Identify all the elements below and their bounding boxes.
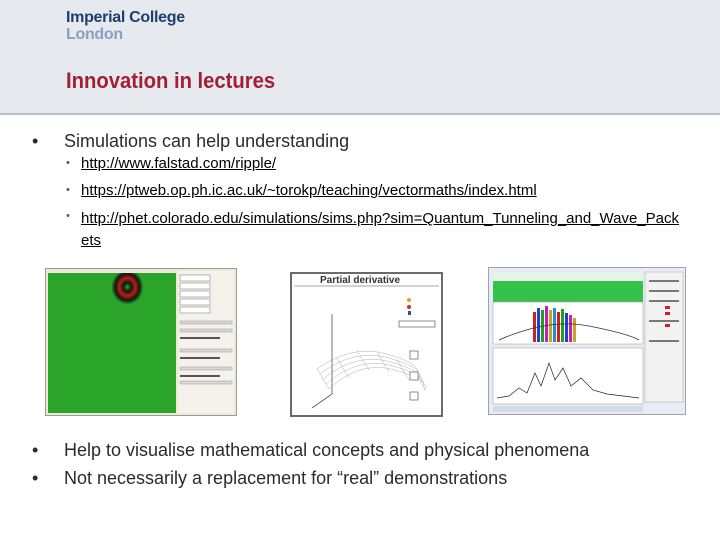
partial-derivative-screenshot[interactable] bbox=[290, 272, 443, 417]
slide-title: Innovation in lectures bbox=[66, 68, 276, 93]
quantum-tunneling-simulation-icon bbox=[489, 268, 685, 414]
bullet-icon: • bbox=[32, 468, 39, 488]
slide-header bbox=[0, 0, 720, 115]
ripple-simulation-screenshot[interactable] bbox=[45, 268, 237, 416]
bullet-text: Not necessarily a replacement for “real” demonstrations bbox=[64, 468, 508, 488]
bullet-icon: • bbox=[66, 184, 70, 196]
bullet-text: Simulations can help understanding bbox=[64, 131, 350, 151]
bullet-icon: • bbox=[66, 210, 70, 222]
ripple-tank-simulation-icon bbox=[46, 269, 236, 415]
link-ripple[interactable]: http://www.falstad.com/ripple/ bbox=[81, 155, 277, 172]
surface-plot-icon bbox=[292, 274, 441, 415]
quantum-tunneling-screenshot[interactable] bbox=[488, 267, 686, 415]
link-vectormaths[interactable]: https://ptweb.op.ph.ic.ac.uk/~torokp/teaching/vectormaths/index.html bbox=[81, 182, 537, 199]
imperial-college-logo bbox=[66, 9, 185, 43]
logo-line-1: Imperial College bbox=[66, 9, 185, 26]
bullet-icon: • bbox=[32, 440, 39, 460]
bullet-text: Help to visualise mathematical concepts and physical phenomena bbox=[64, 440, 590, 460]
bullet-icon: • bbox=[32, 131, 39, 151]
logo-line-2: London bbox=[66, 26, 123, 43]
bullet-icon: • bbox=[66, 157, 70, 169]
link-phet[interactable]: http://phet.colorado.edu/simulations/sims.php?sim=Quantum_Tunneling_and_Wave_Packets bbox=[81, 210, 679, 249]
partial-derivative-title: Partial derivative bbox=[320, 275, 401, 286]
